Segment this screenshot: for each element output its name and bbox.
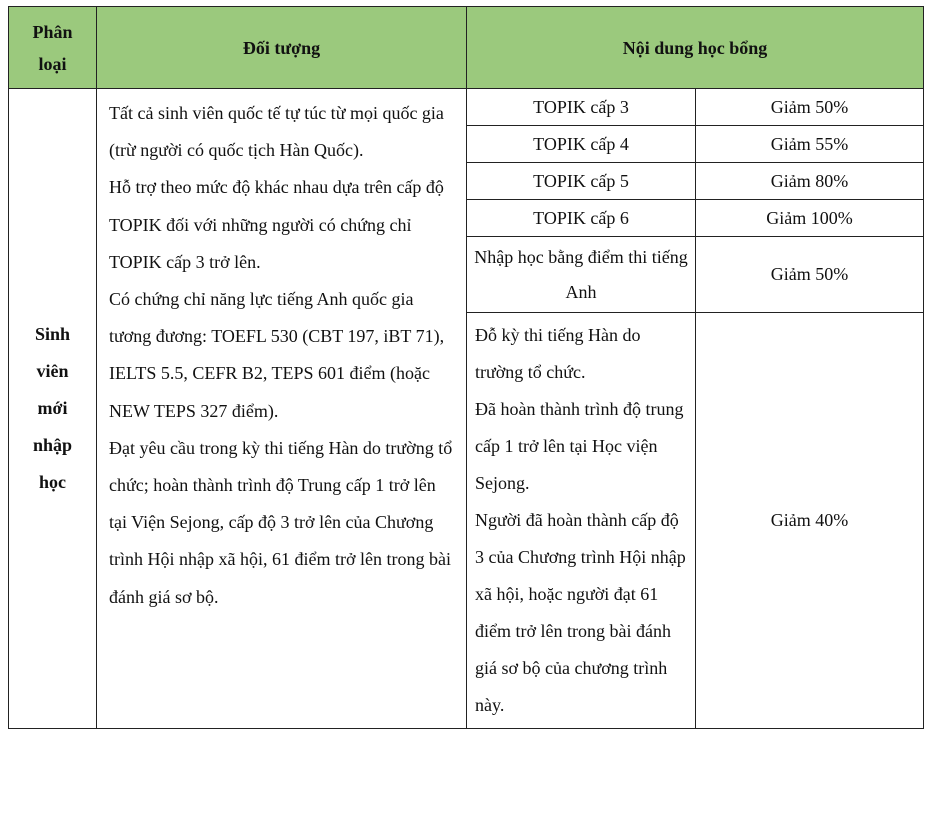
topik-level-cell: TOPIK cấp 3 xyxy=(467,89,696,126)
target-paragraph: Có chứng chỉ năng lực tiếng Anh quốc gia tương đương: TOEFL 530 (CBT 197, iBT 71), IELTS 5.5, CEFR B2, TEPS 601 điểm (hoặc NEW TEPS 327 điểm). xyxy=(109,289,445,421)
category-line: viên xyxy=(36,361,69,381)
target-paragraph: Tất cả sinh viên quốc tế tự túc từ mọi quốc gia (trừ người có quốc tịch Hàn Quốc). xyxy=(109,103,444,161)
condition-paragraph: Người đã hoàn thành cấp độ 3 của Chương trình Hội nhập xã hội, hoặc người đạt 61 điểm trở lên trong bài đánh giá sơ bộ của chương trình này. xyxy=(475,510,686,715)
header-category-line1: Phân xyxy=(32,21,73,42)
discount-cell: Giảm 100% xyxy=(696,200,924,237)
discount-cell: Giảm 50% xyxy=(696,89,924,126)
category-line: học xyxy=(39,472,66,492)
topik-level-cell: TOPIK cấp 4 xyxy=(467,126,696,163)
target-cell xyxy=(97,89,467,729)
header-category xyxy=(9,7,97,89)
header-target: Đối tượng xyxy=(97,7,467,89)
category-line: Sinh xyxy=(34,324,71,344)
scholarship-table-container xyxy=(8,6,924,729)
header-category-line2: loại xyxy=(38,53,67,74)
header-content: Nội dung học bổng xyxy=(467,7,924,89)
topik-level-cell: TOPIK cấp 6 xyxy=(467,200,696,237)
korean-discount-cell: Giảm 40% xyxy=(696,313,924,729)
condition-paragraph: Đã hoàn thành trình độ trung cấp 1 trở lên tại Học viện Sejong. xyxy=(475,399,684,493)
topik-level-cell: TOPIK cấp 5 xyxy=(467,163,696,200)
category-cell xyxy=(9,89,97,729)
english-admission-cell: Nhập học bằng điểm thi tiếng Anh xyxy=(467,237,696,313)
scholarship-table xyxy=(8,6,924,729)
discount-cell: Giảm 50% xyxy=(696,237,924,313)
target-paragraph: Đạt yêu cầu trong kỳ thi tiếng Hàn do trường tổ chức; hoàn thành trình độ Trung cấp 1 trở lên tại Viện Sejong, cấp độ 3 trở lên của Chương trình Hội nhập xã hội, 61 điểm trở lên trong bài đánh giá sơ bộ. xyxy=(109,437,453,607)
table-row xyxy=(9,89,924,126)
category-line: nhập xyxy=(32,435,73,455)
korean-conditions-cell xyxy=(467,313,696,729)
discount-cell: Giảm 55% xyxy=(696,126,924,163)
target-paragraph: Hỗ trợ theo mức độ khác nhau dựa trên cấp độ TOPIK đối với những người có chứng chỉ TOPIK cấp 3 trở lên. xyxy=(109,177,444,272)
category-line: mới xyxy=(37,398,68,418)
discount-cell: Giảm 80% xyxy=(696,163,924,200)
header-row xyxy=(9,7,924,89)
condition-paragraph: Đỗ kỳ thi tiếng Hàn do trường tổ chức. xyxy=(475,325,641,382)
